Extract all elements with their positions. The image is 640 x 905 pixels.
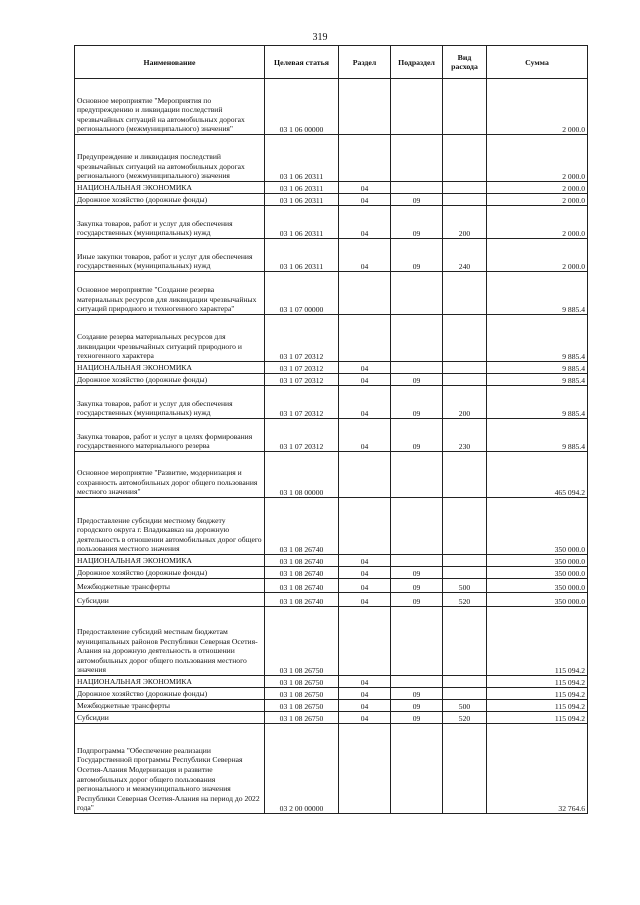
name-cell: НАЦИОНАЛЬНАЯ ЭКОНОМИКА [75,676,265,688]
table-row [75,362,588,374]
table-header [75,46,588,79]
sum-cell: 2 000.0 [487,194,588,206]
name-cell: Дорожное хозяйство (дорожные фонды) [75,194,265,206]
kind-cell [443,135,487,182]
kind-cell [443,555,487,567]
table-row [75,567,588,579]
section-cell [339,79,391,135]
table-row [75,688,588,700]
header-row [75,46,588,79]
sum-cell: 350 000.0 [487,579,588,593]
sum-cell: 350 000.0 [487,567,588,579]
section-cell [339,724,391,814]
table-row [75,386,588,419]
code-cell: 03 1 07 20312 [265,419,339,452]
subsection-cell: 09 [391,567,443,579]
kind-cell: 520 [443,593,487,607]
code-cell: 03 1 07 20312 [265,362,339,374]
table-row [75,724,588,814]
subsection-cell: 09 [391,374,443,386]
table-row [75,700,588,712]
kind-cell: 200 [443,206,487,239]
subsection-cell [391,498,443,555]
name-cell: Субсидии [75,712,265,724]
subsection-cell [391,135,443,182]
code-cell: 03 1 07 20312 [265,315,339,362]
section-cell: 04 [339,688,391,700]
sum-cell: 350 000.0 [487,498,588,555]
code-cell: 03 1 07 00000 [265,272,339,315]
table-row [75,555,588,567]
subsection-cell [391,607,443,676]
subsection-cell: 09 [391,386,443,419]
sum-cell: 115 094.2 [487,688,588,700]
header-kind: Вид расхода [443,46,487,79]
sum-cell: 115 094.2 [487,607,588,676]
subsection-cell: 09 [391,419,443,452]
name-cell: Дорожное хозяйство (дорожные фонды) [75,374,265,386]
code-cell: 03 1 08 26750 [265,688,339,700]
table-row [75,593,588,607]
sum-cell: 9 885.4 [487,272,588,315]
name-cell: Предоставление субсидии местному бюджету городского округа г. Владикавказ на дорожную деятельность в отношении автомобильных дорог общего пользования местного значения [75,498,265,555]
name-cell: Подпрограмма "Обеспечение реализации Государственной программы Республики Северная Осетия-Алания Модернизация и развитие автомобильных дорог общего пользования регионального и межмуниципального значения Республики Северная Осетия-Алания на период до 2022 года" [75,724,265,814]
kind-cell [443,498,487,555]
sum-cell: 115 094.2 [487,712,588,724]
subsection-cell: 09 [391,579,443,593]
code-cell: 03 2 00 00000 [265,724,339,814]
sum-cell: 115 094.2 [487,676,588,688]
kind-cell: 500 [443,579,487,593]
name-cell: Закупка товаров, работ и услуг в целях формирования государственного материального резерва [75,419,265,452]
section-cell: 04 [339,712,391,724]
section-cell [339,135,391,182]
code-cell: 03 1 08 26750 [265,607,339,676]
header-sum: Сумма [487,46,588,79]
subsection-cell: 09 [391,700,443,712]
code-cell: 03 1 06 20311 [265,206,339,239]
section-cell: 04 [339,362,391,374]
section-cell [339,498,391,555]
name-cell: Предоставление субсидий местным бюджетам муниципальных районов Республики Северная Осетия-Алания на дорожную деятельность в отношении автомобильных дорог общего пользования местного значения [75,607,265,676]
table-row [75,676,588,688]
code-cell: 03 1 08 26740 [265,567,339,579]
sum-cell: 115 094.2 [487,700,588,712]
table-row [75,498,588,555]
code-cell: 03 1 08 26740 [265,579,339,593]
header-subsection: Подраздел [391,46,443,79]
sum-cell: 2 000.0 [487,182,588,194]
code-cell: 03 1 06 20311 [265,239,339,272]
header-code: Целевая статья [265,46,339,79]
subsection-cell: 09 [391,688,443,700]
kind-cell: 200 [443,386,487,419]
kind-cell [443,79,487,135]
subsection-cell: 09 [391,593,443,607]
table-row [75,607,588,676]
subsection-cell: 09 [391,712,443,724]
subsection-cell [391,362,443,374]
table-row [75,206,588,239]
subsection-cell [391,676,443,688]
name-cell: Межбюджетные трансферты [75,700,265,712]
table-row [75,239,588,272]
table-row [75,272,588,315]
code-cell: 03 1 06 20311 [265,135,339,182]
name-cell: НАЦИОНАЛЬНАЯ ЭКОНОМИКА [75,555,265,567]
subsection-cell: 09 [391,206,443,239]
kind-cell [443,567,487,579]
table-row [75,79,588,135]
name-cell: Иные закупки товаров, работ и услуг для обеспечения государственных (муниципальных) нужд [75,239,265,272]
table-row [75,194,588,206]
name-cell: Дорожное хозяйство (дорожные фонды) [75,567,265,579]
sum-cell: 9 885.4 [487,374,588,386]
sum-cell: 350 000.0 [487,555,588,567]
sum-cell: 9 885.4 [487,419,588,452]
name-cell: Закупка товаров, работ и услуг для обеспечения государственных (муниципальных) нужд [75,206,265,239]
section-cell: 04 [339,593,391,607]
code-cell: 03 1 08 26740 [265,593,339,607]
kind-cell [443,362,487,374]
kind-cell [443,272,487,315]
header-section: Раздел [339,46,391,79]
section-cell [339,452,391,498]
sum-cell: 2 000.0 [487,79,588,135]
section-cell: 04 [339,206,391,239]
table-row [75,315,588,362]
name-cell: Основное мероприятие "Мероприятия по предупреждению и ликвидации последствий чрезвычайных ситуаций на автомобильных дорогах регионального (межмуниципального) значения" [75,79,265,135]
sum-cell: 9 885.4 [487,362,588,374]
code-cell: 03 1 08 26740 [265,498,339,555]
name-cell: Создание резерва материальных ресурсов для ликвидации чрезвычайных ситуаций природного и техногенного характера [75,315,265,362]
kind-cell: 500 [443,700,487,712]
kind-cell [443,607,487,676]
subsection-cell [391,555,443,567]
section-cell: 04 [339,676,391,688]
sum-cell: 2 000.0 [487,239,588,272]
section-cell: 04 [339,386,391,419]
section-cell: 04 [339,419,391,452]
kind-cell [443,688,487,700]
kind-cell [443,194,487,206]
budget-table [74,45,588,814]
kind-cell: 520 [443,712,487,724]
name-cell: Основное мероприятие "Создание резерва материальных ресурсов для ликвидации чрезвычайных ситуаций природного и техногенного характера" [75,272,265,315]
code-cell: 03 1 06 20311 [265,194,339,206]
name-cell: Дорожное хозяйство (дорожные фонды) [75,688,265,700]
header-name: Наименование [75,46,265,79]
table-row [75,579,588,593]
table-row [75,374,588,386]
kind-cell [443,724,487,814]
code-cell: 03 1 06 20311 [265,182,339,194]
section-cell: 04 [339,579,391,593]
subsection-cell [391,452,443,498]
kind-cell [443,315,487,362]
table-row [75,452,588,498]
table-row [75,712,588,724]
subsection-cell: 09 [391,194,443,206]
table-row [75,182,588,194]
section-cell: 04 [339,567,391,579]
sum-cell: 2 000.0 [487,135,588,182]
section-cell [339,272,391,315]
subsection-cell [391,315,443,362]
section-cell: 04 [339,555,391,567]
section-cell: 04 [339,182,391,194]
kind-cell [443,182,487,194]
subsection-cell: 09 [391,239,443,272]
code-cell: 03 1 07 20312 [265,386,339,419]
code-cell: 03 1 08 26750 [265,700,339,712]
section-cell [339,607,391,676]
subsection-cell [391,182,443,194]
code-cell: 03 1 06 00000 [265,79,339,135]
code-cell: 03 1 08 26750 [265,676,339,688]
code-cell: 03 1 07 20312 [265,374,339,386]
table-body [75,79,588,814]
name-cell: НАЦИОНАЛЬНАЯ ЭКОНОМИКА [75,362,265,374]
kind-cell [443,374,487,386]
name-cell: Основное мероприятие "Развитие, модернизация и сохранность автомобильных дорог общего пользования местного значения" [75,452,265,498]
name-cell: Закупка товаров, работ и услуг для обеспечения государственных (муниципальных) нужд [75,386,265,419]
sum-cell: 350 000.0 [487,593,588,607]
page-number: 319 [312,32,328,43]
code-cell: 03 1 08 26750 [265,712,339,724]
sum-cell: 9 885.4 [487,315,588,362]
name-cell: НАЦИОНАЛЬНАЯ ЭКОНОМИКА [75,182,265,194]
section-cell: 04 [339,194,391,206]
kind-cell: 230 [443,419,487,452]
name-cell: Субсидии [75,593,265,607]
section-cell: 04 [339,239,391,272]
subsection-cell [391,272,443,315]
kind-cell [443,676,487,688]
section-cell: 04 [339,700,391,712]
sum-cell: 2 000.0 [487,206,588,239]
code-cell: 03 1 08 26740 [265,555,339,567]
sum-cell: 465 094.2 [487,452,588,498]
subsection-cell [391,724,443,814]
table-row [75,419,588,452]
section-cell: 04 [339,374,391,386]
kind-cell [443,452,487,498]
section-cell [339,315,391,362]
sum-cell: 32 764.6 [487,724,588,814]
code-cell: 03 1 08 00000 [265,452,339,498]
name-cell: Предупреждение и ликвидация последствий чрезвычайных ситуаций на автомобильных дорогах регионального (межмуниципального) значения [75,135,265,182]
table-row [75,135,588,182]
subsection-cell [391,79,443,135]
name-cell: Межбюджетные трансферты [75,579,265,593]
sum-cell: 9 885.4 [487,386,588,419]
kind-cell: 240 [443,239,487,272]
